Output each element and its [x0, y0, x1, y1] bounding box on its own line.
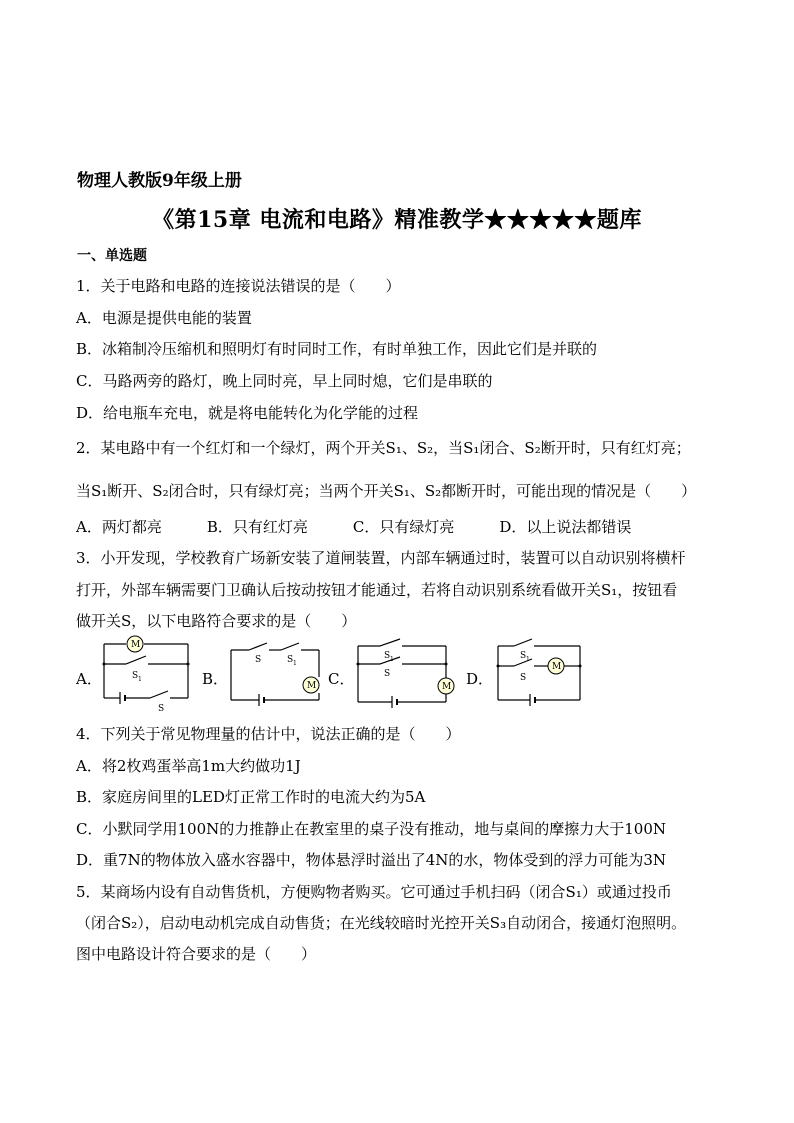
- circuit-diagram-d: [492, 636, 588, 714]
- question-4-option-d: D．重7N的物体放入盛水容器中，物体悬浮时溢出了4N的水，物体受到的浮力可能为3N: [76, 851, 667, 869]
- question-3-option-b-label: B．: [202, 670, 229, 688]
- svg-text:M: M: [131, 640, 141, 650]
- section-heading: 一、单选题: [77, 248, 147, 264]
- question-4-stem: 4．下列关于常见物理量的估计中，说法正确的是（ ）: [76, 725, 461, 743]
- circuit-diagram-b: [225, 640, 325, 710]
- question-3-line-2: 打开，外部车辆需要门卫确认后按动按钮才能通过，若将自动识别系统看做开关S₁，按钮看: [76, 581, 678, 599]
- circuit-diagram-c: [352, 636, 456, 714]
- question-4-option-b: B．家庭房间里的LED灯正常工作时的电流大约为5A: [76, 788, 426, 806]
- question-4-option-a: A．将2枚鸡蛋举高1m大约做功1J: [76, 757, 301, 775]
- svg-text:S: S: [384, 651, 391, 661]
- svg-text:1: 1: [526, 656, 530, 663]
- question-1-option-d: D．给电瓶车充电，就是将电能转化为化学能的过程: [76, 404, 419, 422]
- question-1-option-a: A．电源是提供电能的装置: [76, 309, 252, 327]
- svg-text:S: S: [520, 651, 527, 661]
- question-3-line-3: 做开关S，以下电路符合要求的是（ ）: [76, 612, 357, 630]
- question-5-line-2: （闭合S₂），启动电动机完成自动售货；在光线较暗时光控开关S₃自动闭合，接通灯泡照明。: [76, 914, 687, 932]
- svg-text:1: 1: [390, 656, 394, 663]
- question-5-line-1: 5．某商场内设有自动售货机，方便购物者购买。它可通过手机扫码（闭合S₁）或通过投币: [76, 883, 672, 901]
- question-2-line-2: 当S₁断开、S₂闭合时，只有绿灯亮；当两个开关S₁、S₂都断开时，可能出现的情况是（ ）: [76, 482, 697, 500]
- question-3-line-1: 3．小开发现，学校教育广场新安装了道闸装置，内部车辆通过时，装置可以自动识别将横杆: [76, 549, 686, 567]
- svg-text:S: S: [384, 669, 391, 679]
- question-5-line-3: 图中电路设计符合要求的是（ ）: [76, 945, 317, 963]
- svg-text:M: M: [307, 681, 317, 691]
- question-1-option-c: C．马路两旁的路灯，晚上同时亮，早上同时熄，它们是串联的: [76, 372, 493, 390]
- circuit-diagram-a: [98, 634, 194, 714]
- svg-text:M: M: [442, 682, 452, 692]
- question-3-option-d-label: D．: [466, 670, 494, 688]
- question-2-options: A．两灯都亮 B．只有红灯亮 C．只有绿灯亮 D．以上说法都错误: [76, 518, 632, 536]
- question-2-line-1: 2．某电路中有一个红灯和一个绿灯，两个开关S₁、S₂，当S₁闭合、S₂断开时，只有红灯亮；: [76, 439, 691, 457]
- question-1-option-b: B．冰箱制冷压缩机和照明灯有时同时工作，有时单独工作，因此它们是并联的: [76, 340, 598, 358]
- question-3-option-a-label: A．: [76, 670, 102, 688]
- svg-text:S: S: [287, 655, 294, 665]
- question-1-stem: 1．关于电路和电路的连接说法错误的是（ ）: [76, 277, 401, 295]
- svg-text:1: 1: [138, 676, 142, 683]
- question-4-option-c: C．小默同学用100N的力推静止在教室里的桌子没有推动，地与桌间的摩擦力大于100N: [76, 820, 666, 838]
- svg-text:M: M: [552, 662, 562, 672]
- question-3-option-c-label: C．: [328, 670, 355, 688]
- svg-text:S: S: [255, 655, 262, 665]
- svg-text:1: 1: [293, 660, 297, 667]
- subtitle: 物理人教版9年级上册: [77, 171, 242, 191]
- svg-text:S: S: [132, 671, 139, 681]
- svg-text:S: S: [158, 704, 165, 714]
- page-title: 《第15章 电流和电路》精准教学★★★★★题库: [152, 207, 642, 233]
- svg-text:S: S: [520, 673, 527, 683]
